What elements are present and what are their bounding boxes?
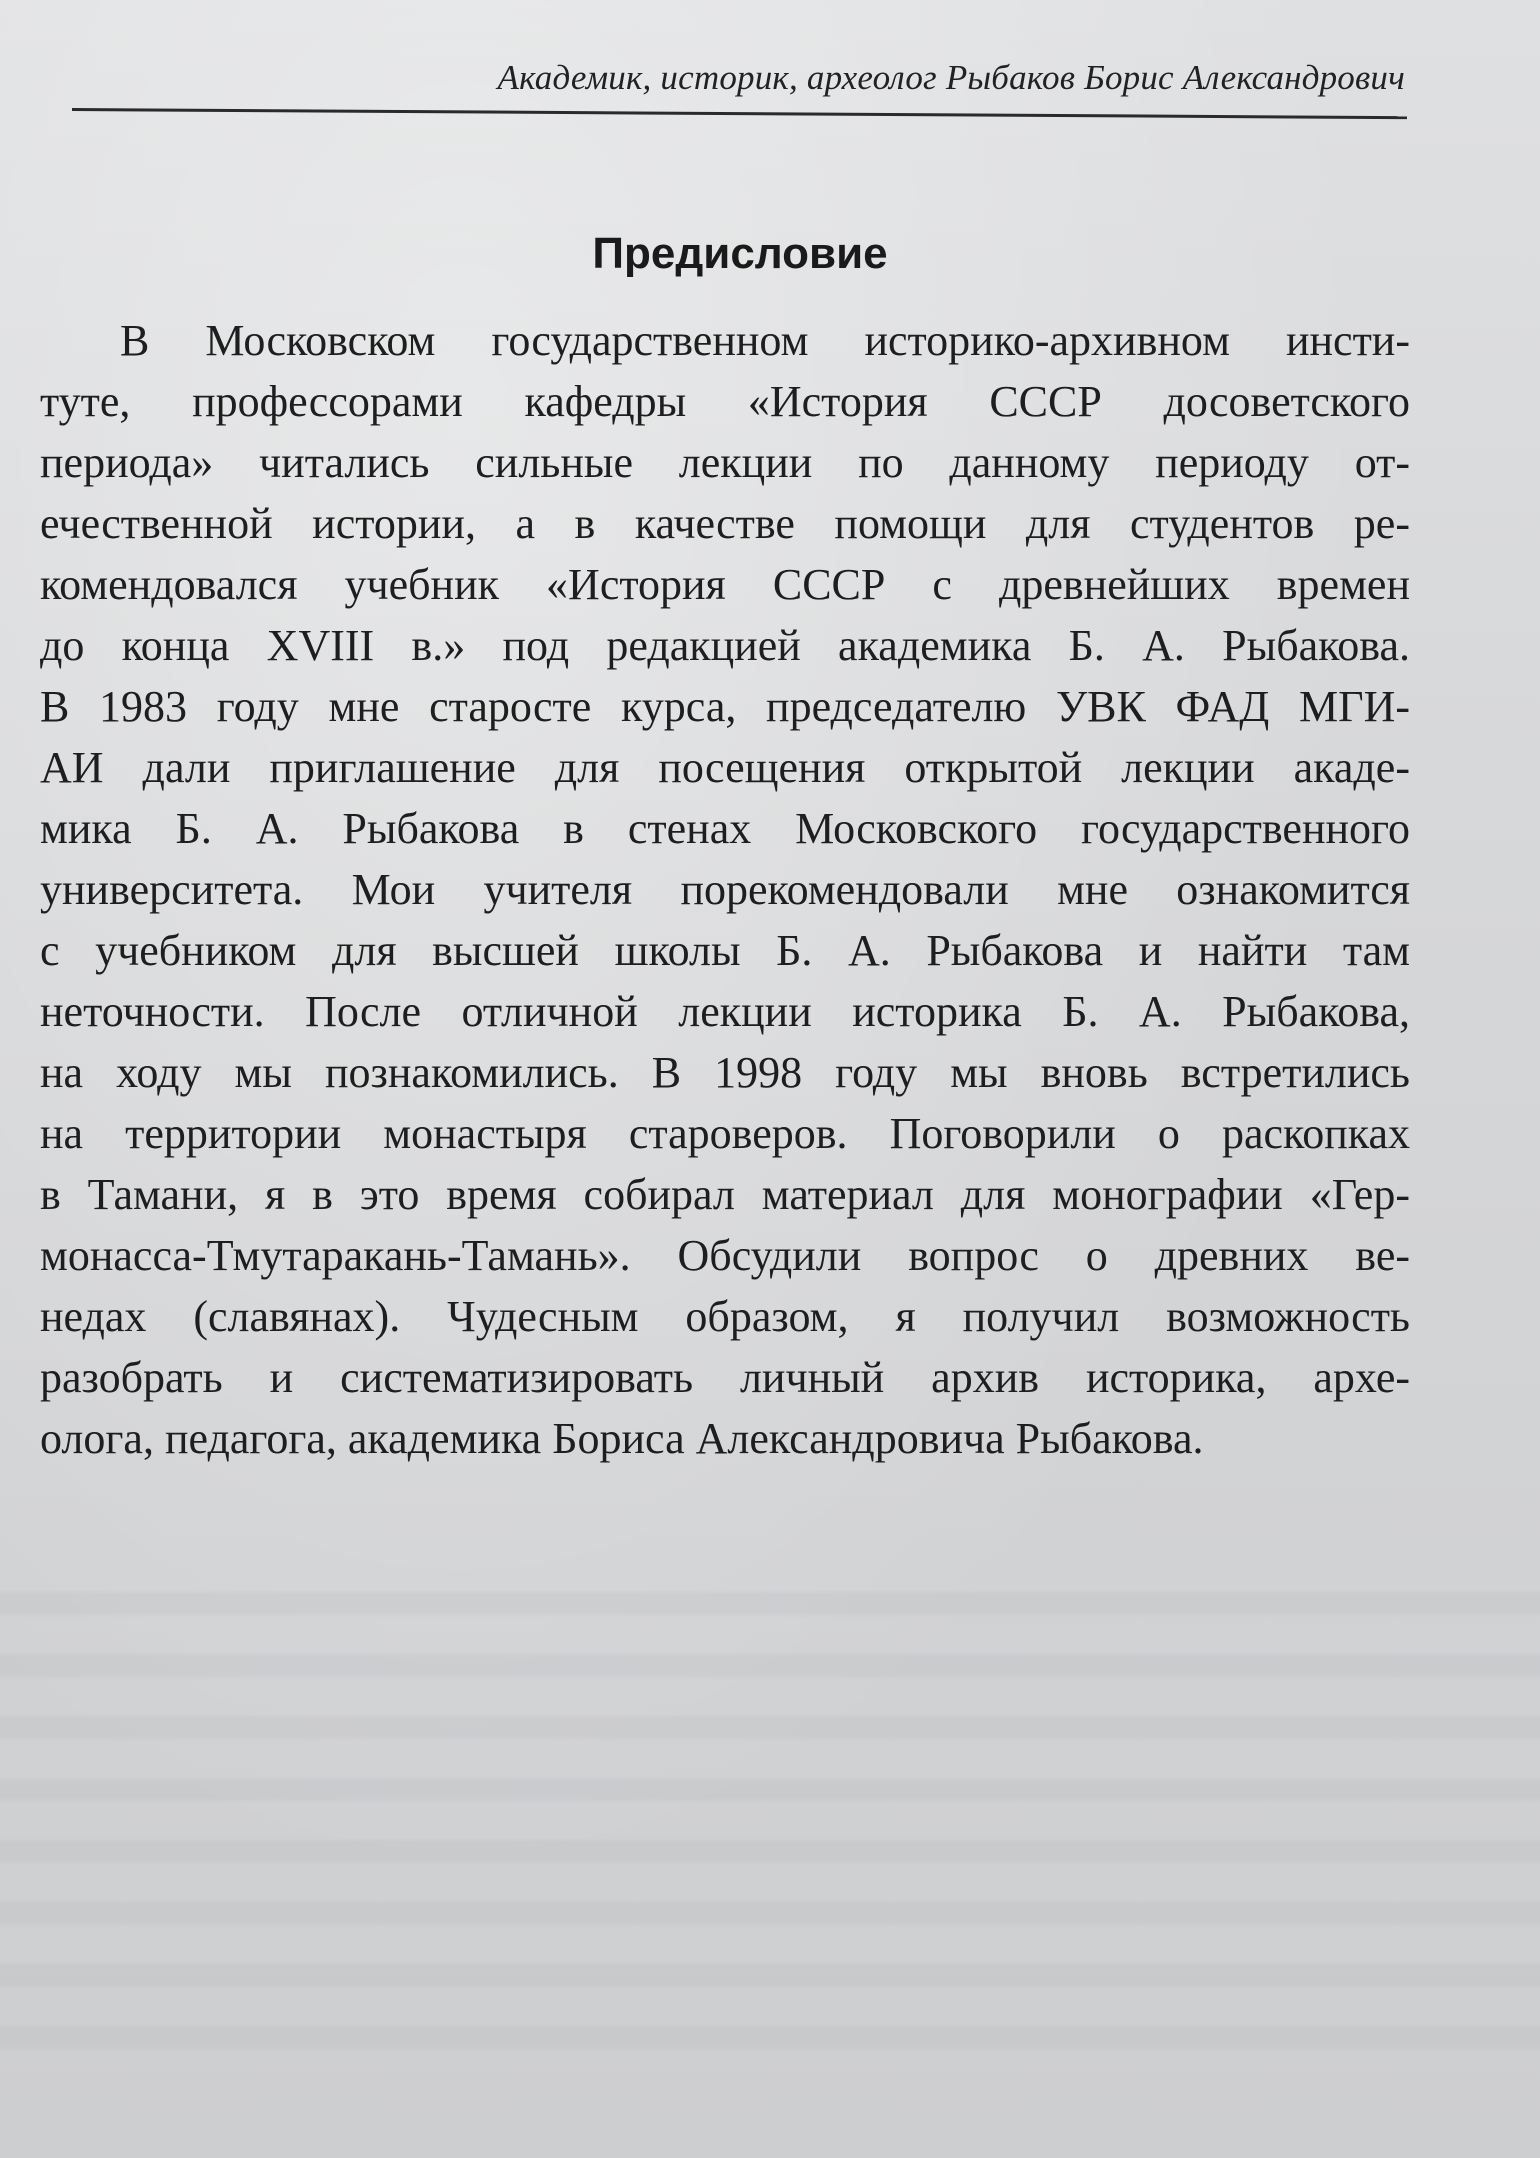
- text-line: в Тамани, я в это время собирал материал для монографии «Гер-: [40, 1170, 1410, 1219]
- text-line: разобрать и систематизировать личный архив историка, архе-: [40, 1353, 1410, 1402]
- text-line: олога, педагога, академика Бориса Александровича Рыбакова.: [40, 1414, 1204, 1463]
- header-divider: [72, 108, 1407, 119]
- text-line: монасса-Тмутаракань-Тамань». Обсудили вопрос о древних ве-: [40, 1231, 1410, 1280]
- text-line: АИ дали приглашение для посещения открытой лекции акаде-: [40, 743, 1410, 792]
- text-line: до конца XVIII в.» под редакцией академика Б. А. Рыбакова.: [40, 621, 1410, 670]
- text-line: комендовался учебник «История СССР с древнейших времен: [40, 560, 1410, 609]
- text-line: недах (славянах). Чудесным образом, я получил возможность: [40, 1292, 1410, 1341]
- text-line: периода» читались сильные лекции по данному периоду от-: [40, 438, 1410, 487]
- text-line: неточности. После отличной лекции историка Б. А. Рыбакова,: [40, 987, 1410, 1036]
- chapter-title: Предисловие: [592, 229, 888, 279]
- text-line: на ходу мы познакомились. В 1998 году мы вновь встретились: [40, 1048, 1410, 1097]
- text-line: мика Б. А. Рыбакова в стенах Московского государственного: [40, 804, 1410, 853]
- text-line: В 1983 году мне старосте курса, председателю УВК ФАД МГИ-: [40, 682, 1410, 731]
- running-header: Академик, историк, археолог Рыбаков Борис Александрович: [497, 58, 1405, 97]
- preface-paragraph: [40, 310, 1410, 1469]
- text-line: университета. Мои учителя порекомендовали мне ознакомится: [40, 865, 1410, 914]
- text-line: В Московском государственном историко-архивном инсти-: [120, 316, 1410, 365]
- show-through-texture: [0, 1560, 1540, 2080]
- text-line: на территории монастыря староверов. Поговорили о раскопках: [40, 1109, 1410, 1158]
- text-line: с учебником для высшей школы Б. А. Рыбакова и найти там: [40, 926, 1410, 975]
- text-line: ечественной истории, а в качестве помощи для студентов ре-: [40, 499, 1410, 548]
- text-line: туте, профессорами кафедры «История СССР досоветского: [40, 377, 1410, 426]
